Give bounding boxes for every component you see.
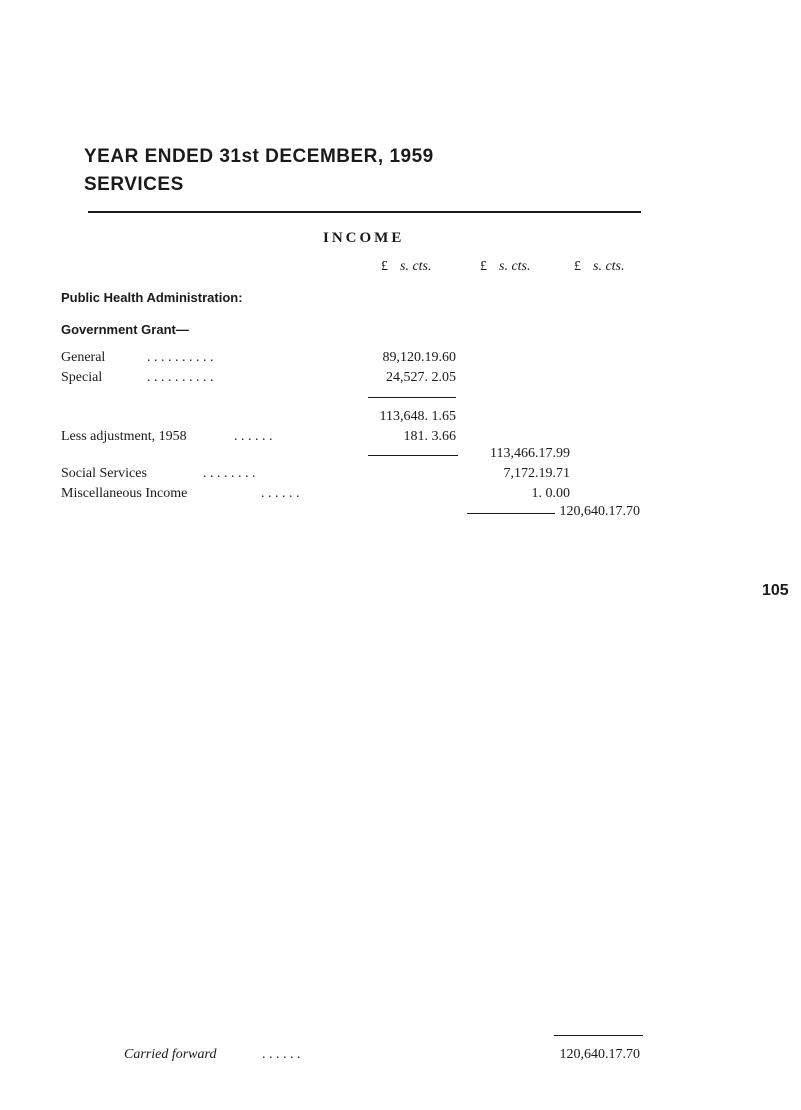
row-label-less-adjustment: Less adjustment, 1958 <box>61 429 187 444</box>
column-header-2 <box>480 259 531 275</box>
value-misc-income: 1. 0.00 <box>531 486 570 501</box>
grand-total-rule <box>467 513 555 514</box>
page-title: YEAR ENDED 31st DECEMBER, 1959 <box>84 146 434 167</box>
row-label-misc-income: Miscellaneous Income <box>61 486 188 501</box>
value-subtotal: 113,648. 1.65 <box>379 409 456 424</box>
page-subtitle: SERVICES <box>84 174 184 195</box>
dot-leader: . . . . . . <box>234 429 273 444</box>
dot-leader: . . . . . . . . . . <box>147 370 214 385</box>
row-label-social-services: Social Services <box>61 466 147 481</box>
value-grand-total: 120,640.17.70 <box>559 504 640 519</box>
value-special: 24,527. 2.05 <box>386 370 456 385</box>
currency-symbol: £ <box>480 259 487 274</box>
page-number: 105 <box>762 582 789 599</box>
value-less-adjustment: 181. 3.66 <box>403 429 456 444</box>
column-header-3 <box>574 259 625 275</box>
footer-value: 120,640.17.70 <box>559 1047 640 1062</box>
units-label: s. cts. <box>593 259 625 274</box>
value-social-services: 7,172.19.71 <box>503 466 570 481</box>
dot-leader: . . . . . . <box>262 1047 301 1062</box>
top-rule <box>88 211 641 213</box>
dot-leader: . . . . . . <box>261 486 300 501</box>
section-title: INCOME <box>323 230 405 246</box>
dot-leader: . . . . . . . . <box>203 466 256 481</box>
value-grant-total: 113,466.17.99 <box>490 446 570 461</box>
column-header-1 <box>381 259 432 275</box>
dot-leader: . . . . . . . . . . <box>147 350 214 365</box>
value-general: 89,120.19.60 <box>382 350 456 365</box>
units-label: s. cts. <box>499 259 531 274</box>
currency-symbol: £ <box>381 259 388 274</box>
subtotal-rule <box>368 397 456 398</box>
row-label-general: General <box>61 350 106 365</box>
row-label-special: Special <box>61 370 103 385</box>
footer-label: Carried forward <box>124 1047 217 1062</box>
footer-rule <box>554 1035 643 1036</box>
currency-symbol: £ <box>574 259 581 274</box>
group-heading-government-grant: Government Grant— <box>61 322 189 337</box>
units-label: s. cts. <box>400 259 432 274</box>
grant-total-rule <box>368 455 458 456</box>
group-heading-public-health: Public Health Administration: <box>61 290 243 305</box>
